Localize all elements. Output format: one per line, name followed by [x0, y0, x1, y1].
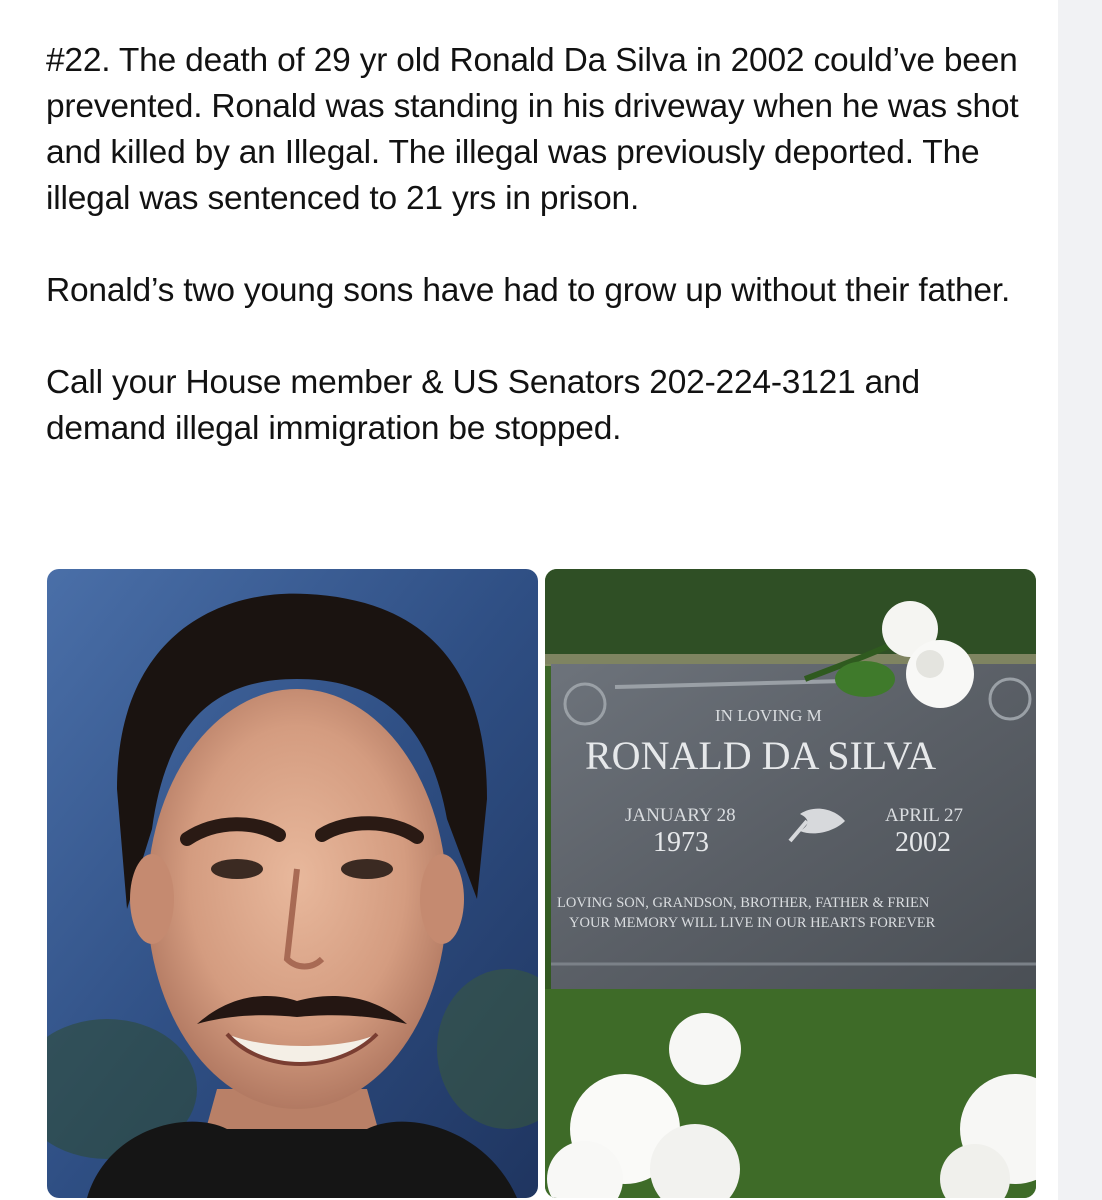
plaque-header: IN LOVING M [715, 706, 822, 725]
post-text [46, 38, 1046, 498]
death-date: APRIL 27 [885, 805, 963, 826]
post-paragraph-3: Call your House member & US Senators 202-224-3121 and demand illegal immigration be stopped. [46, 364, 920, 447]
epitaph-line-1: LOVING SON, GRANDSON, BROTHER, FATHER & FRIEN [557, 895, 930, 911]
birth-date: JANUARY 28 [625, 805, 736, 826]
portrait-photo[interactable] [47, 569, 538, 1198]
post-paragraph-2: Ronald’s two young sons have had to grow up without their father. [46, 272, 1011, 309]
epitaph-line-2: YOUR MEMORY WILL LIVE IN OUR HEARTS FOREVER [569, 915, 936, 931]
grave-plaque-image [545, 569, 1036, 1198]
plaque-name: RONALD DA SILVA [585, 733, 937, 778]
portrait-image [47, 569, 538, 1198]
death-year: 2002 [895, 827, 951, 858]
post-paragraph-1: #22. The death of 29 yr old Ronald Da Silva in 2002 could’ve been prevented. Ronald was standing in his driveway when he was shot and killed by an Illegal. The illegal was previously deported. The illegal was sentenced to 21 yrs in prison. [46, 42, 1019, 217]
grave-plaque-photo[interactable] [545, 569, 1036, 1198]
birth-year: 1973 [653, 827, 709, 858]
